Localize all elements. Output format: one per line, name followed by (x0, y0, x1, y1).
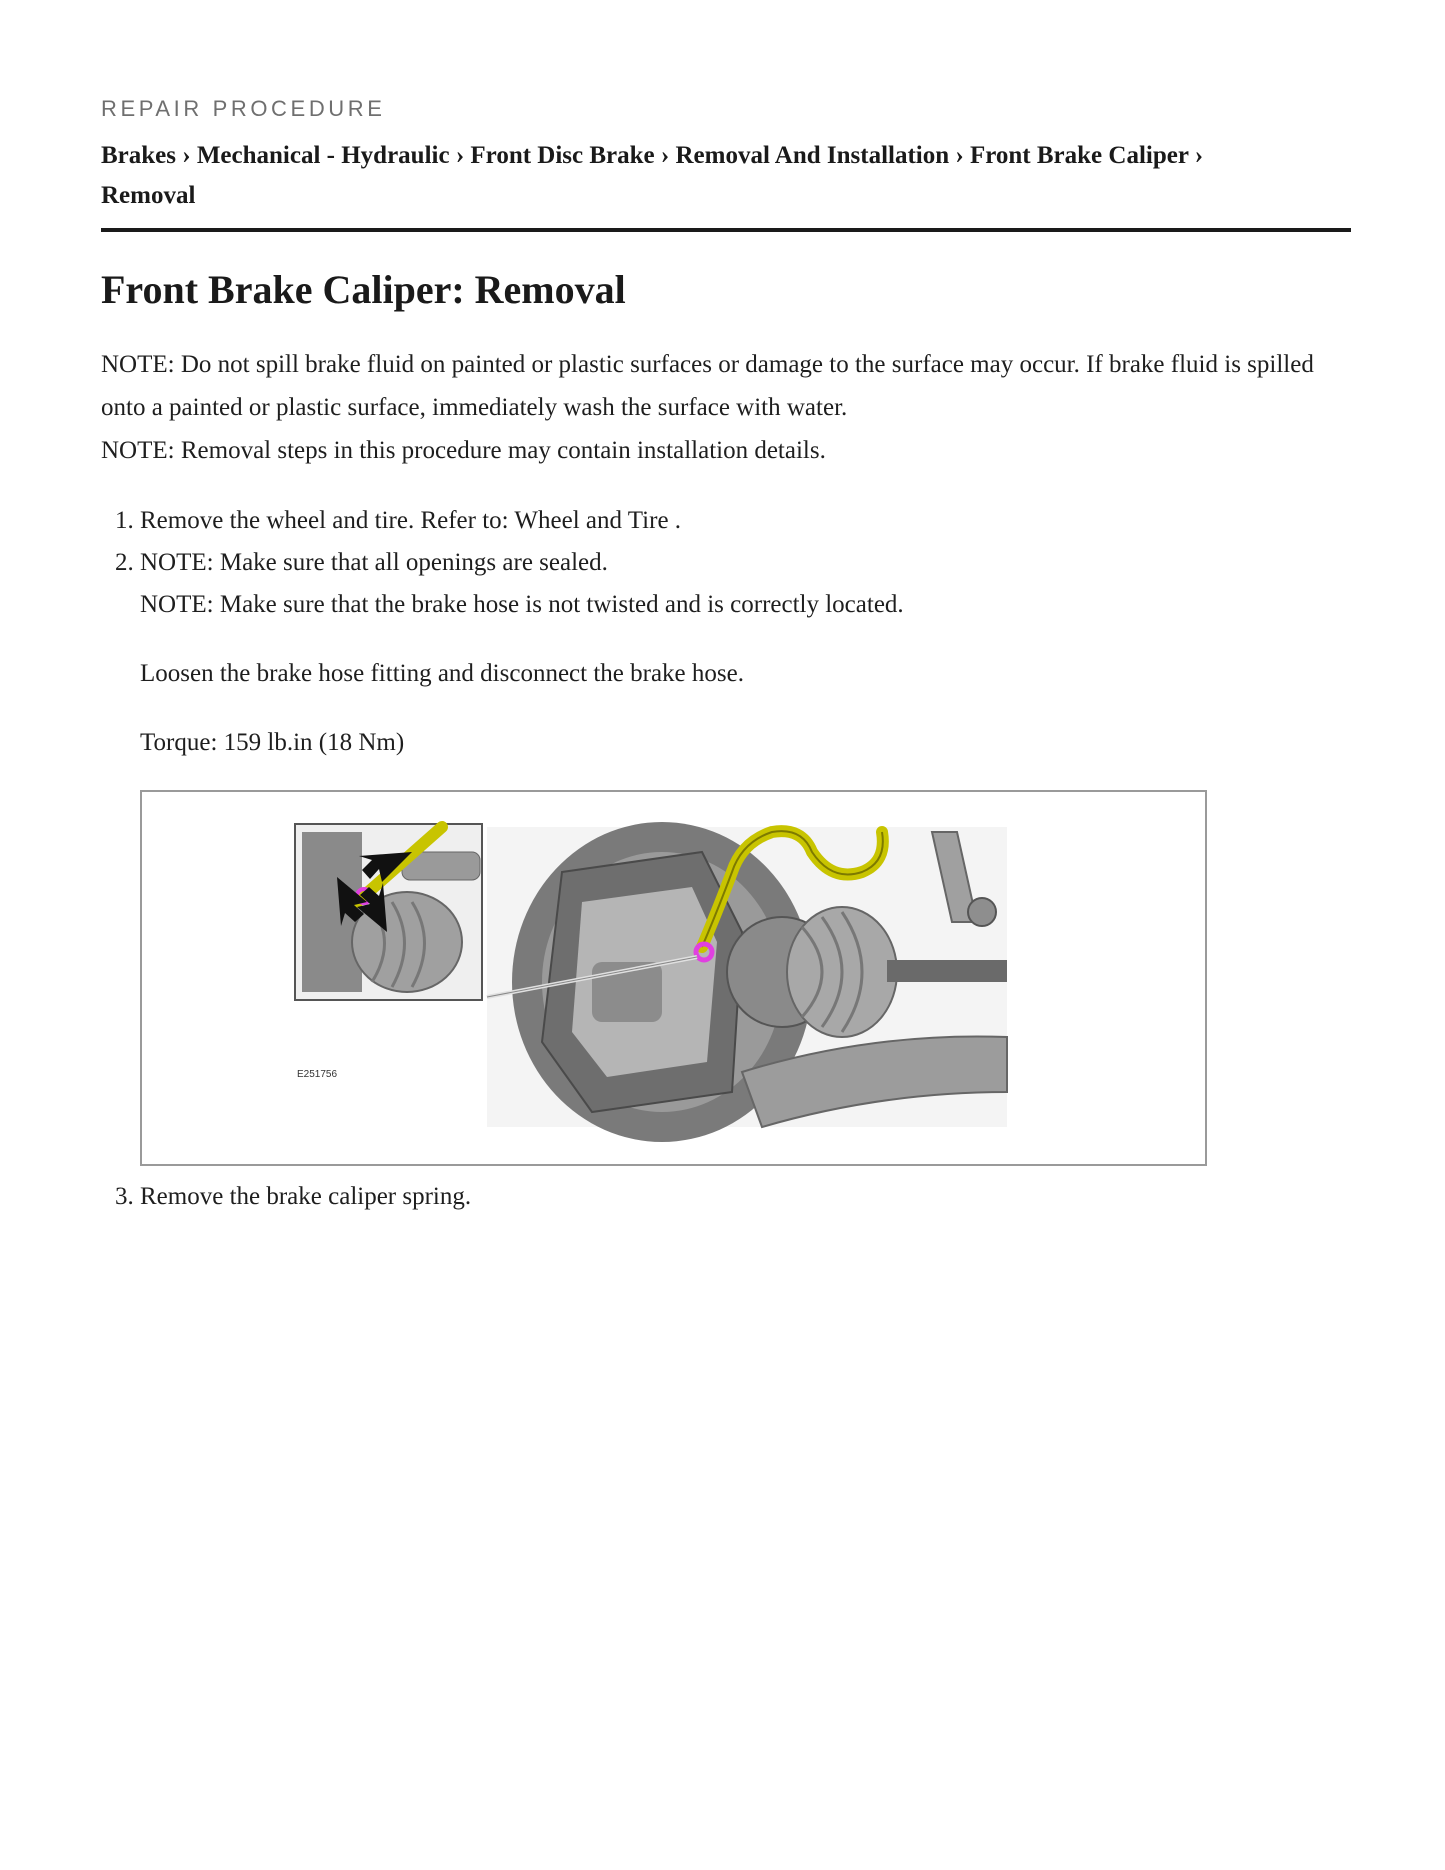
breadcrumb-item[interactable]: Mechanical - Hydraulic (196, 142, 450, 169)
breadcrumb (101, 136, 1351, 216)
breadcrumb-separator: › (955, 142, 964, 169)
step-text: Remove the brake caliper spring. (140, 1183, 472, 1210)
breadcrumb-separator: › (182, 142, 191, 169)
step-2 (140, 542, 1390, 1166)
section-kicker: REPAIR PROCEDURE (101, 96, 386, 121)
breadcrumb-separator: › (660, 142, 670, 169)
step-3 (140, 1176, 1390, 1218)
breadcrumb-separator: › (1194, 142, 1204, 169)
breadcrumb-item[interactable]: Removal And Installation (675, 142, 950, 169)
link-joint (968, 898, 996, 926)
procedure-steps (101, 500, 1390, 1218)
breadcrumb-separator: › (455, 142, 465, 169)
torque-spec: Torque: 159 lb.in (18 Nm) (140, 729, 405, 756)
figure-code: E251756 (297, 1069, 338, 1080)
caliper-diagram-svg (142, 792, 1205, 1164)
step-text: Remove the wheel and tire. Refer to: Wheel and Tire . (140, 507, 682, 534)
step-1 (140, 500, 1390, 542)
breadcrumb-item[interactable]: Front Disc Brake (470, 142, 655, 169)
page-title: Front Brake Caliper: Removal (101, 267, 626, 312)
brake-hose-illustration (140, 790, 1207, 1166)
drive-axle (887, 960, 1007, 982)
step-note: 2. NOTE: Make sure that all openings are sealed. (140, 549, 608, 576)
note-installation: NOTE: Removal steps in this procedure may contain installation details. (101, 437, 826, 464)
breadcrumb-current: Removal (101, 182, 196, 209)
step-note: NOTE: Make sure that the brake hose is not twisted and is correctly located. (140, 591, 904, 618)
caution-notes (101, 343, 1351, 472)
header-divider (101, 228, 1351, 232)
breadcrumb-item[interactable]: Brakes (101, 142, 176, 169)
step-instruction: Loosen the brake hose fitting and disconnect the brake hose. (140, 660, 744, 687)
note-paint: NOTE: Do not spill brake fluid on painted or plastic surfaces or damage to the surface may occur. If brake fluid is spilled onto a painted or plastic surface, immediately wash the surface with water. (101, 351, 1314, 421)
breadcrumb-item[interactable]: Front Brake Caliper (969, 142, 1189, 169)
